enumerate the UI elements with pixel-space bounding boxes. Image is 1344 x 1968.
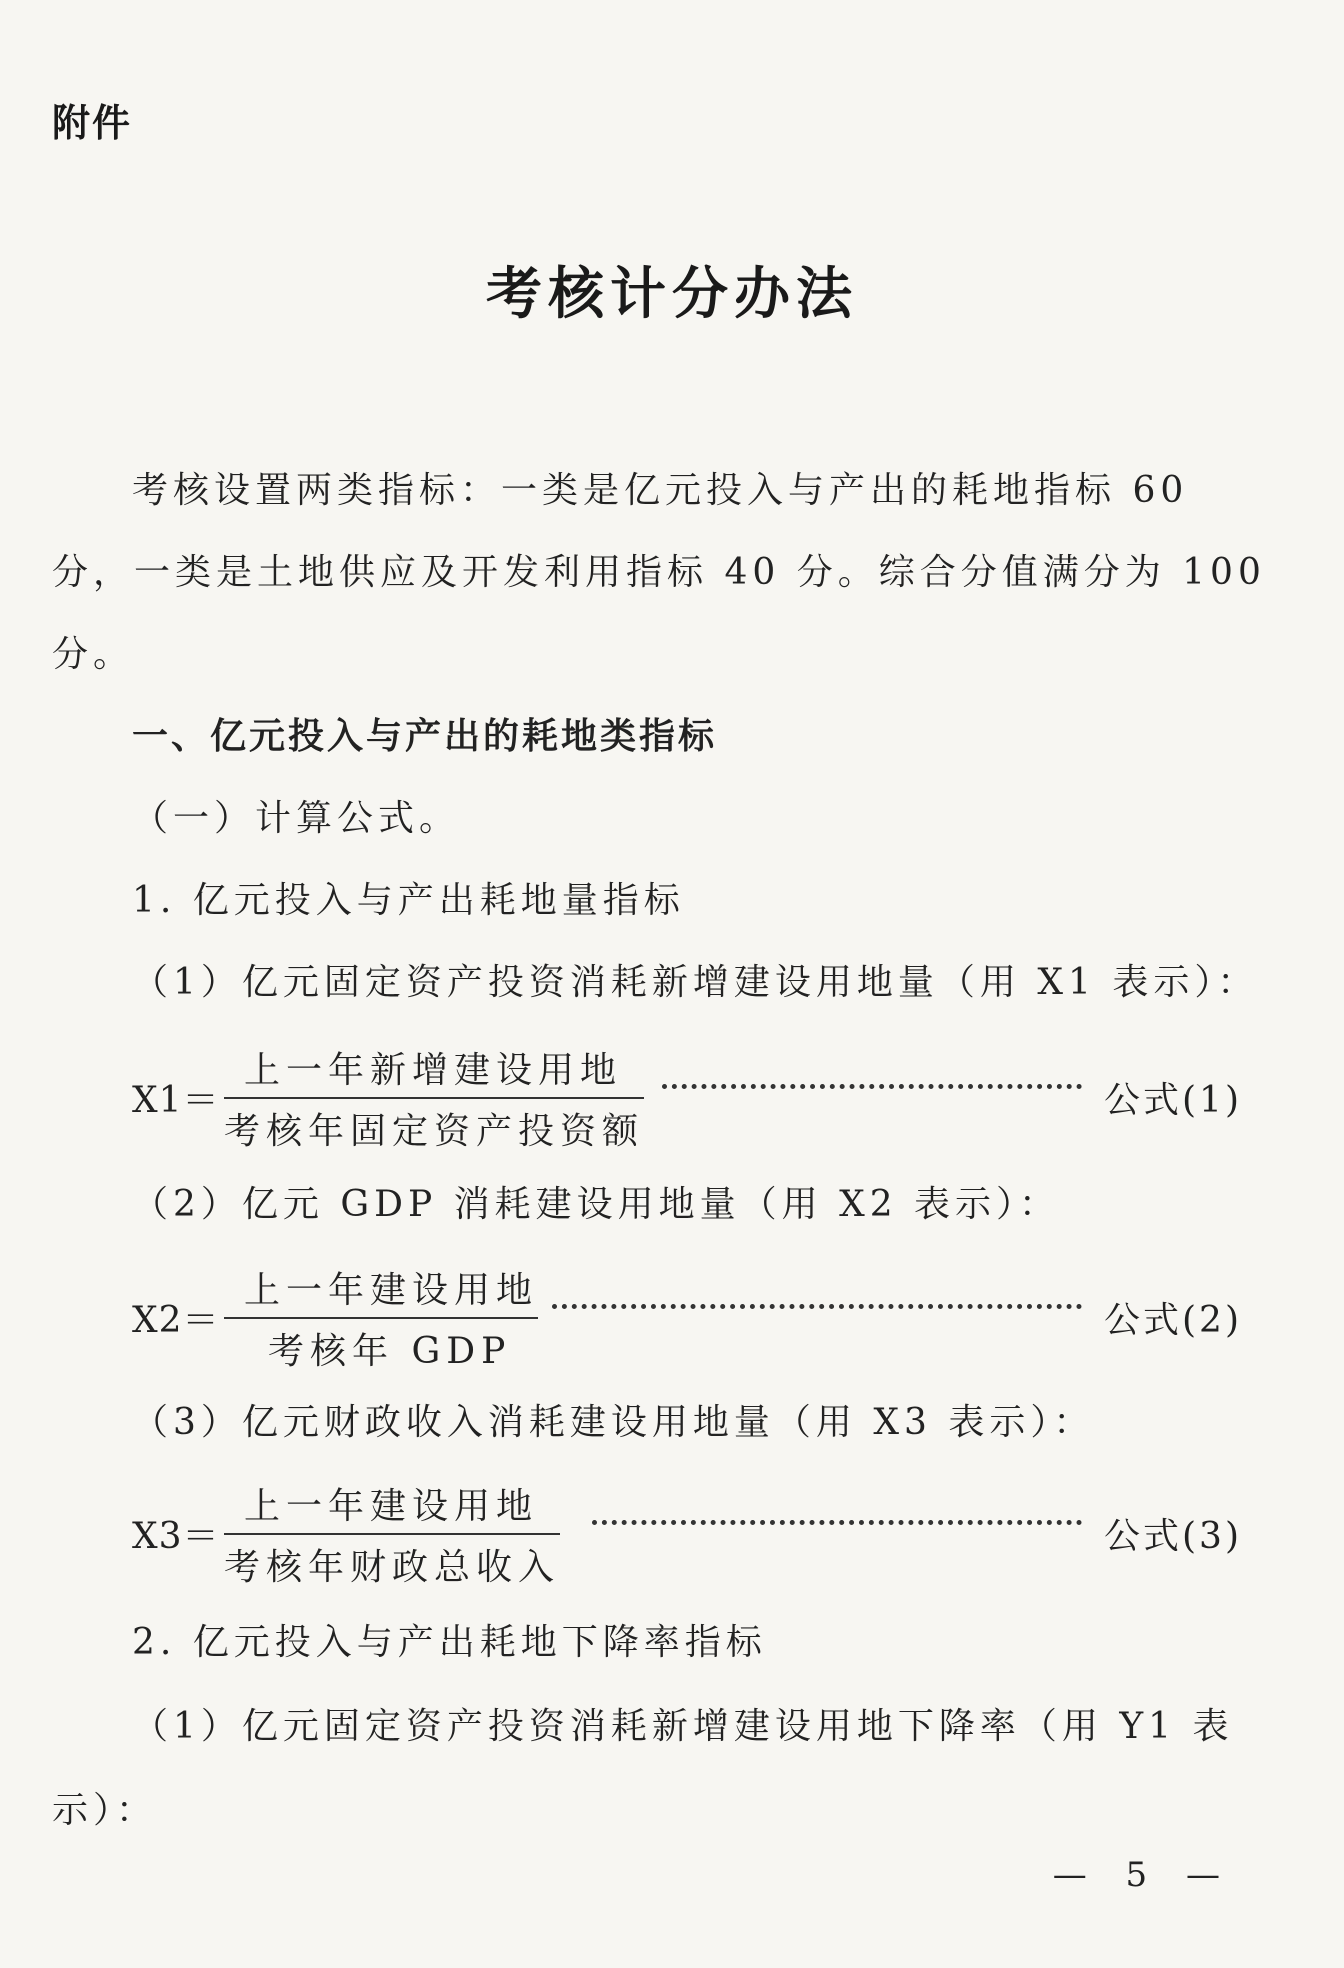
dot-leader bbox=[662, 1064, 1082, 1089]
page-title: 考核计分办法 bbox=[486, 262, 858, 327]
intro-line-1: 考核设置两类指标：一类是亿元投入与产出的耗地指标 60 bbox=[132, 470, 1189, 511]
y1-description-line-1: （1）亿元固定资产投资消耗新增建设用地下降率（用 Y1 表 bbox=[132, 1706, 1234, 1747]
formula-fraction bbox=[224, 1042, 644, 1154]
attachment-label: 附件 bbox=[52, 101, 133, 145]
formula-fraction bbox=[224, 1478, 560, 1590]
formula-denominator: 考核年固定资产投资额 bbox=[224, 1111, 645, 1152]
formula-tag: 公式(2) bbox=[1104, 1300, 1242, 1341]
section-heading: 一、亿元投入与产出的耗地类指标 bbox=[132, 716, 718, 757]
formula-fraction bbox=[224, 1262, 538, 1374]
x2-description: （2）亿元 GDP 消耗建设用地量（用 X2 表示）： bbox=[132, 1184, 1061, 1225]
formula-tag: 公式(3) bbox=[1104, 1516, 1242, 1557]
formula-x3 bbox=[132, 1478, 1242, 1588]
formula-numerator: 上一年建设用地 bbox=[224, 1478, 560, 1535]
formula-lhs: X2＝ bbox=[132, 1300, 220, 1341]
subsection-heading: （一）计算公式。 bbox=[132, 798, 461, 839]
intro-line-3: 分。 bbox=[52, 634, 135, 675]
dot-leader bbox=[552, 1284, 1082, 1309]
formula-denominator: 考核年 GDP bbox=[268, 1331, 512, 1372]
formula-tag: 公式(1) bbox=[1104, 1080, 1242, 1121]
x3-description: （3）亿元财政收入消耗建设用地量（用 X3 表示）： bbox=[132, 1402, 1095, 1443]
formula-x2 bbox=[132, 1262, 1242, 1372]
formula-numerator: 上一年建设用地 bbox=[224, 1262, 538, 1319]
intro-line-2: 分，一类是土地供应及开发利用指标 40 分。综合分值满分为 100 bbox=[52, 552, 1266, 593]
item-heading-2: 2. 亿元投入与产出耗地下降率指标 bbox=[132, 1622, 767, 1663]
formula-lhs: X3＝ bbox=[132, 1516, 220, 1557]
formula-lhs: X1＝ bbox=[132, 1080, 220, 1121]
formula-x1 bbox=[132, 1042, 1242, 1152]
formula-denominator: 考核年财政总收入 bbox=[224, 1547, 561, 1588]
y1-description-line-2: 示）： bbox=[52, 1790, 158, 1831]
x1-description: （1）亿元固定资产投资消耗新增建设用地量（用 X1 表示）： bbox=[132, 962, 1259, 1003]
dot-leader bbox=[592, 1500, 1082, 1525]
page-number: — 5 — bbox=[1052, 1855, 1234, 1895]
item-heading-1: 1. 亿元投入与产出耗地量指标 bbox=[132, 880, 685, 921]
formula-numerator: 上一年新增建设用地 bbox=[224, 1042, 644, 1099]
